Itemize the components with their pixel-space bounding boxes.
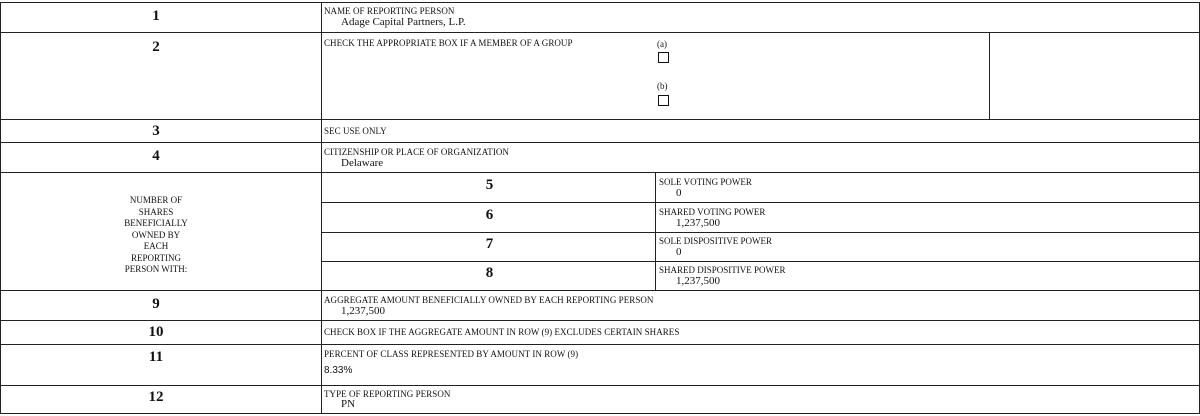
shares-owned-label: [1, 195, 311, 276]
shares-label-line: NUMBER OF: [129, 195, 183, 205]
sole-voting-power-value: 0: [676, 187, 682, 199]
aggregate-amount-value: 1,237,500: [341, 305, 385, 317]
row-2: [0, 32, 1200, 120]
citizenship-value: Delaware: [341, 157, 384, 169]
shares-block: [0, 172, 1200, 291]
field-label: AGGREGATE AMOUNT BENEFICIALLY OWNED BY EACH REPORTING PERSON: [324, 295, 654, 305]
row-number: 1: [152, 8, 160, 24]
row-3: [0, 119, 1200, 143]
field-label: SOLE DISPOSITIVE POWER: [659, 236, 773, 246]
row-1: [0, 2, 1200, 33]
group-option-b-label: (b): [657, 81, 668, 91]
sole-dispositive-power-value: 0: [676, 246, 682, 258]
row-4: [0, 142, 1200, 173]
field-label: PERCENT OF CLASS REPRESENTED BY AMOUNT IN ROW (9): [324, 349, 579, 359]
row-9: [0, 290, 1200, 321]
field-label: TYPE OF REPORTING PERSON: [324, 389, 451, 399]
row-number: 8: [485, 265, 494, 281]
row-10: [0, 320, 1200, 345]
row-number: 11: [148, 349, 164, 365]
row-number: 10: [148, 324, 164, 340]
group-b-checkbox[interactable]: [658, 95, 669, 106]
row-11: [0, 344, 1200, 386]
shares-label-line: PERSON WITH:: [124, 264, 188, 274]
field-label: SHARED VOTING POWER: [659, 207, 766, 217]
shares-label-line: EACH: [143, 241, 169, 251]
row-12: [0, 385, 1200, 414]
row-number: 4: [152, 148, 160, 164]
row-number: 3: [152, 123, 160, 139]
row-number: 5: [485, 177, 494, 193]
reporting-person-name: Adage Capital Partners, L.P.: [341, 16, 466, 28]
shared-dispositive-power-value: 1,237,500: [676, 275, 720, 287]
field-label: SHARED DISPOSITIVE POWER: [659, 265, 786, 275]
shares-label-line: SHARES: [138, 206, 174, 217]
row-number: 12: [148, 389, 164, 405]
field-label: CITIZENSHIP OR PLACE OF ORGANIZATION: [324, 147, 509, 157]
group-option-a-label: (a): [657, 39, 667, 49]
field-label: SOLE VOTING POWER: [659, 177, 752, 187]
field-label: NAME OF REPORTING PERSON: [324, 6, 455, 16]
percent-of-class-value: 8.33%: [324, 365, 353, 376]
group-a-checkbox[interactable]: [658, 52, 669, 63]
field-label: CHECK BOX IF THE AGGREGATE AMOUNT IN ROW (9) EXCLUDES CERTAIN SHARES: [324, 327, 680, 337]
row-number: 9: [152, 296, 160, 312]
shares-label-line: BENEFICIALLY: [124, 218, 188, 228]
field-label: SEC USE ONLY: [324, 126, 387, 136]
row-number: 2: [152, 39, 160, 55]
shared-voting-power-value: 1,237,500: [676, 217, 720, 229]
type-of-person-value: PN: [341, 398, 356, 410]
field-label: CHECK THE APPROPRIATE BOX IF A MEMBER OF A GROUP: [324, 38, 573, 48]
row-number: 6: [485, 207, 494, 223]
shares-label-line: OWNED BY: [131, 229, 181, 240]
shares-label-line: REPORTING: [131, 252, 181, 263]
row-number: 7: [485, 236, 494, 252]
